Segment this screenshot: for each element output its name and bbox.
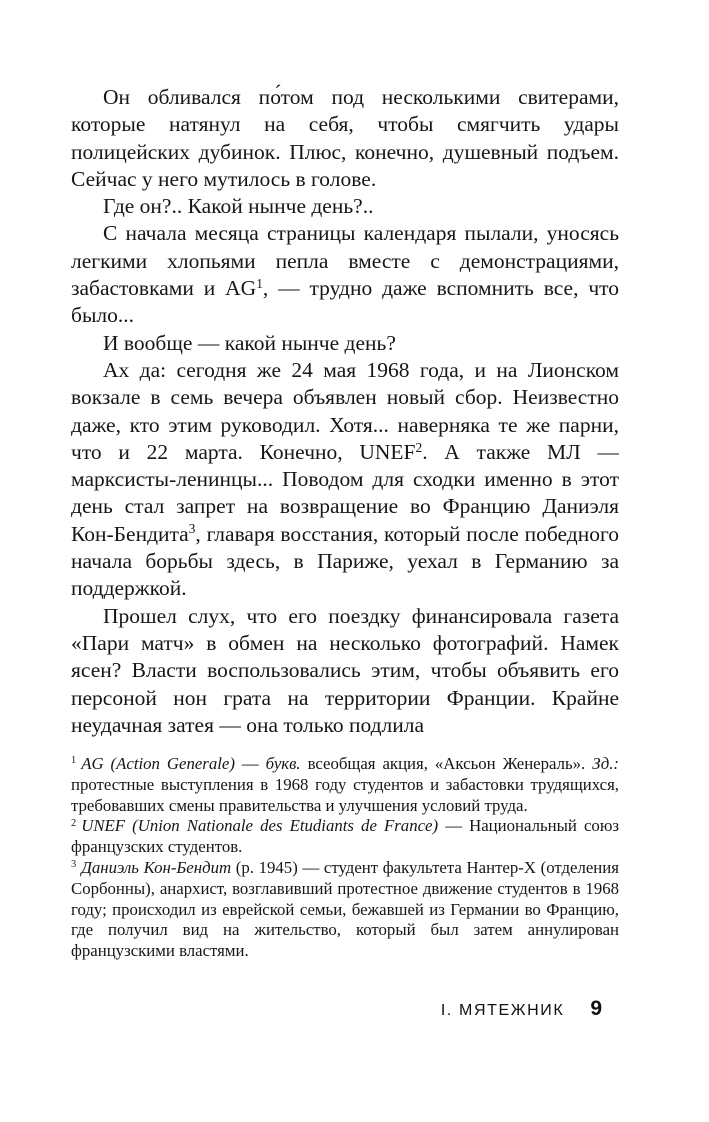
- footnotes-section: [71, 754, 619, 962]
- footnote: [71, 858, 619, 962]
- paragraph: [71, 193, 619, 220]
- text-run: , — трудно даже вспомнить все, что было...: [71, 276, 619, 328]
- text-run: протестные выступления в 1968 году студентов и забастовки трудящихся, требовавших смены правительства и улучшения условий труда.: [71, 774, 619, 815]
- italic-text: букв.: [265, 754, 301, 773]
- text-run: , главаря восстания, который после победного начала борьбы здесь, в Париже, уехал в Германию за поддержкой.: [71, 521, 619, 601]
- text-run: — Национальный союз французских студентов.: [71, 816, 619, 857]
- footnote-ref: 2: [415, 439, 423, 455]
- text-run: (р. 1945) — студент факультета Нантер-X (отделения Сорбонны), анархист, возглавивший протестное движение студентов в 1968 году; происходил из еврейской семьи, бежавшей из Германии во Францию, где получил вид на жительство, который был затем аннулирован французскими властями.: [71, 857, 619, 961]
- body-text: [71, 84, 619, 739]
- footnote-marker: 1: [71, 755, 77, 767]
- text-run: Прошел слух, что его поездку финансировала газета «Пари матч» в обмен на несколько фотографий. Намек ясен? Власти воспользовались этим, чтобы объявить его персоной нон грата на территории Франции. Крайне неудачная затея — она только подлила: [71, 603, 619, 737]
- italic-text: AG (Action Generale): [81, 754, 235, 773]
- italic-text: Даниэль Кон-Бендит: [81, 857, 232, 877]
- paragraph: [71, 220, 619, 329]
- paragraph: [71, 330, 619, 357]
- page-footer: [441, 997, 602, 1021]
- paragraph: [71, 357, 619, 603]
- text-run: —: [234, 754, 266, 773]
- text-run: всеобщая акция, «Аксьон Женераль».: [300, 754, 593, 773]
- footnote: [71, 816, 619, 858]
- italic-text: UNEF (Union Nationale des Etudiants de France): [81, 816, 439, 836]
- text-run: С начала месяца страницы календаря пылали, уносясь легкими хлопьями пепла вместе с демонстрациями, забастовками и AG: [71, 221, 619, 301]
- text-run: И вообще — какой нынче день?: [103, 330, 396, 355]
- text-run: . А также МЛ — марксисты-ленинцы... Поводом для сходки именно в этот день стал запрет на возвращение во Францию Даниэля Кон-Бендита: [71, 439, 619, 546]
- text-run: Он обливался по́том под несколькими свитерами, которые натянул на себя, чтобы смягчить удары полицейских дубинок. Плюс, конечно, душевный подъем. Сейчас у него мутилось в голове.: [71, 85, 619, 191]
- footnote-marker: 2: [71, 817, 77, 829]
- footnote-ref: 1: [256, 275, 263, 291]
- footnote-ref: 3: [188, 521, 196, 537]
- footnote-marker: 3: [71, 859, 77, 871]
- text-run: Где он?.. Какой нынче день?..: [103, 194, 374, 219]
- italic-text: Зд.:: [592, 754, 619, 773]
- running-footer-chapter: I. МЯТЕЖНИК: [440, 1002, 565, 1019]
- footnote: [71, 754, 619, 816]
- page-number: 9: [590, 997, 602, 1020]
- paragraph: [71, 603, 619, 739]
- paragraph: [71, 84, 619, 193]
- text-run: Ах да: сегодня же 24 мая 1968 года, и на Лионском вокзале в семь вечера объявлен новый сбор. Неизвестно даже, кто этим руководил. Хотя... наверняка те же парни, что и 22 марта. Конечно, UNEF: [71, 357, 619, 464]
